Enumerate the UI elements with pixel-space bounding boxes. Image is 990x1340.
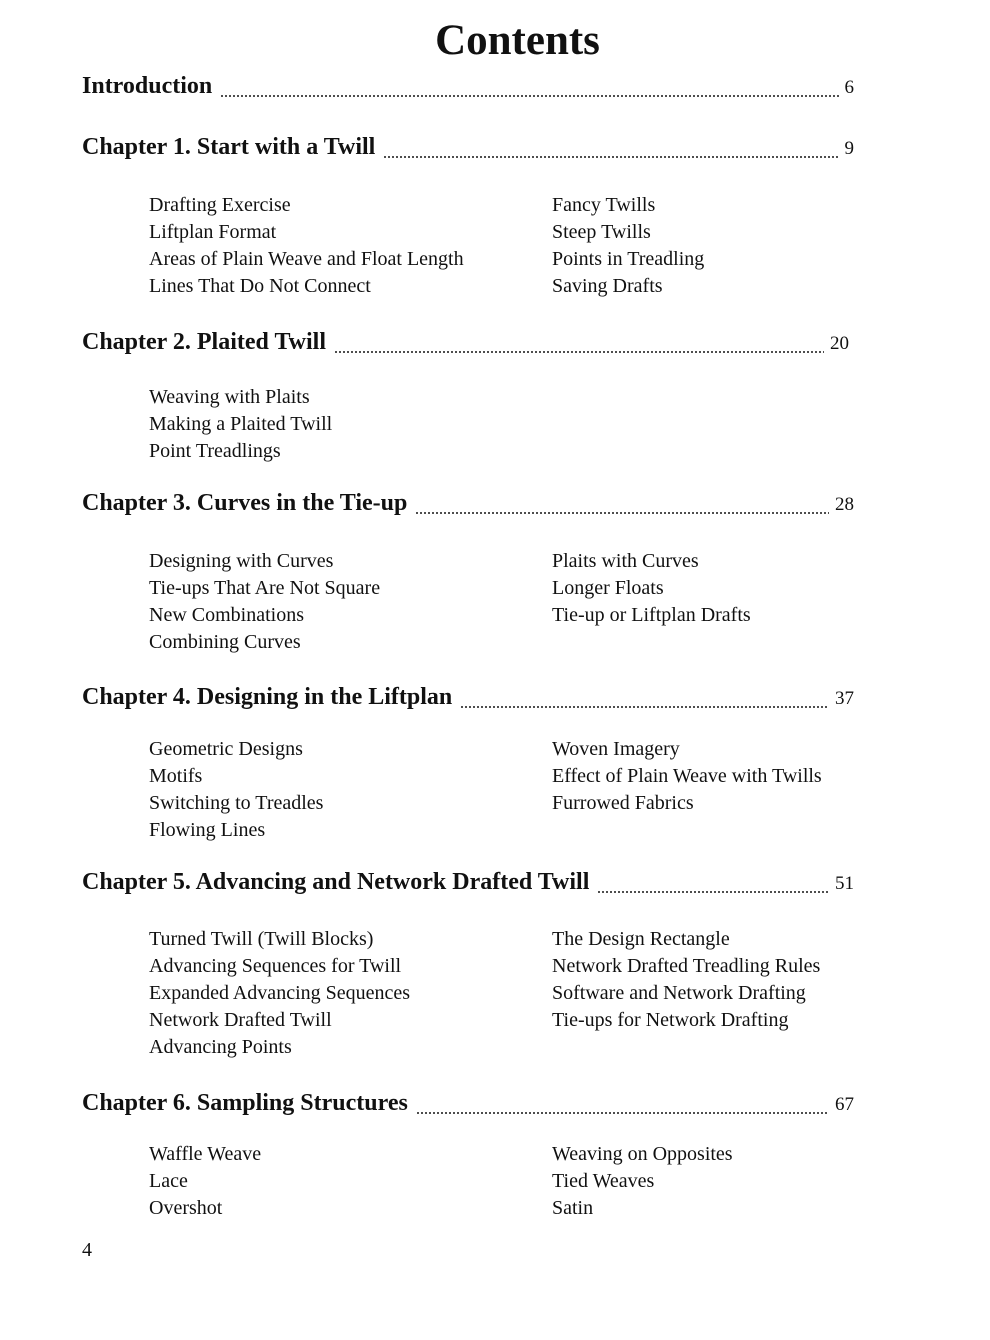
topic-item: Tied Weaves — [552, 1170, 655, 1192]
chapter-4-topics-right — [552, 736, 822, 817]
toc-page-number: 51 — [835, 873, 854, 894]
topic-item: Longer Floats — [552, 577, 664, 599]
dot-leader — [220, 95, 838, 97]
page-title: Contents — [435, 17, 600, 64]
topic-item: New Combinations — [149, 604, 304, 626]
chapter-5-topics-right — [552, 926, 820, 1034]
topic-item: Woven Imagery — [552, 738, 680, 760]
topic-item: Expanded Advancing Sequences — [149, 982, 411, 1004]
topic-item: Areas of Plain Weave and Float Length — [149, 248, 464, 270]
toc-entry-chapter-4[interactable] — [82, 684, 854, 714]
topic-item: Waffle Weave — [149, 1143, 262, 1165]
topic-item: Tie-ups That Are Not Square — [149, 577, 381, 599]
topic-item: Software and Network Drafting — [552, 982, 806, 1004]
topic-item: Advancing Sequences for Twill — [149, 955, 402, 977]
toc-entry-label: Chapter 5. Advancing and Network Drafted Twill — [82, 869, 590, 895]
toc-page-number: 6 — [844, 77, 854, 98]
toc-entry-label: Chapter 2. Plaited Twill — [82, 329, 327, 355]
toc-page-number: 67 — [835, 1094, 854, 1115]
topic-item: Advancing Points — [149, 1036, 292, 1058]
topic-item: Liftplan Format — [149, 221, 277, 243]
topic-item: Designing with Curves — [149, 550, 334, 572]
topic-item: Tie-up or Liftplan Drafts — [552, 604, 751, 626]
topic-item: Network Drafted Treadling Rules — [552, 955, 821, 977]
topic-item: Fancy Twills — [552, 194, 656, 216]
topic-item: Point Treadlings — [149, 440, 281, 462]
chapter-5-topics-left — [149, 926, 410, 1061]
topic-item: Turned Twill (Twill Blocks) — [149, 928, 374, 950]
topic-item: Drafting Exercise — [149, 194, 291, 216]
topic-item: Geometric Designs — [149, 738, 303, 760]
topic-item: Lace — [149, 1170, 188, 1192]
chapter-2-topics-left — [149, 384, 332, 465]
topic-item: Network Drafted Twill — [149, 1009, 332, 1031]
topic-item: Points in Treadling — [552, 248, 705, 270]
toc-entry-chapter-3[interactable] — [82, 490, 854, 520]
dot-leader — [416, 1112, 829, 1114]
dot-leader — [334, 351, 824, 353]
toc-entry-chapter-5[interactable] — [82, 869, 854, 899]
topic-item: Furrowed Fabrics — [552, 792, 694, 814]
topic-item: The Design Rectangle — [552, 928, 730, 950]
toc-entry-label: Chapter 3. Curves in the Tie-up — [82, 490, 408, 516]
topic-item: Plaits with Curves — [552, 550, 699, 572]
chapter-6-topics-right — [552, 1141, 733, 1222]
toc-page-number: 28 — [835, 494, 854, 515]
topic-item: Flowing Lines — [149, 819, 266, 841]
chapter-1-topics-left — [149, 192, 464, 300]
toc-entry-chapter-2[interactable] — [82, 329, 849, 359]
dot-leader — [383, 156, 838, 158]
toc-entry-chapter-1[interactable] — [82, 134, 854, 164]
chapter-3-topics-left — [149, 548, 380, 656]
chapter-6-topics-left — [149, 1141, 261, 1222]
topic-item: Weaving on Opposites — [552, 1143, 733, 1165]
toc-entry-label: Introduction — [82, 73, 213, 99]
topic-item: Satin — [552, 1197, 594, 1219]
toc-entry-label: Chapter 6. Sampling Structures — [82, 1090, 408, 1116]
chapter-4-topics-left — [149, 736, 323, 844]
toc-entry-introduction[interactable] — [82, 73, 854, 103]
dot-leader — [597, 891, 829, 893]
chapter-3-topics-right — [552, 548, 751, 629]
topic-item: Effect of Plain Weave with Twills — [552, 765, 822, 787]
topic-item: Combining Curves — [149, 631, 301, 653]
dot-leader — [460, 706, 829, 708]
toc-entry-label: Chapter 1. Start with a Twill — [82, 134, 376, 160]
topic-item: Saving Drafts — [552, 275, 663, 297]
toc-entry-chapter-6[interactable] — [82, 1090, 854, 1120]
page-number-footer: 4 — [82, 1239, 92, 1261]
topic-item: Steep Twills — [552, 221, 651, 243]
topic-item: Lines That Do Not Connect — [149, 275, 371, 297]
toc-entry-label: Chapter 4. Designing in the Liftplan — [82, 684, 453, 710]
topic-item: Tie-ups for Network Drafting — [552, 1009, 789, 1031]
topic-item: Motifs — [149, 765, 203, 787]
topic-item: Making a Plaited Twill — [149, 413, 333, 435]
chapter-1-topics-right — [552, 192, 704, 300]
topic-item: Overshot — [149, 1197, 223, 1219]
toc-page-number: 9 — [844, 138, 854, 159]
topic-item: Switching to Treadles — [149, 792, 324, 814]
topic-item: Weaving with Plaits — [149, 386, 310, 408]
toc-page-number: 37 — [835, 688, 854, 709]
toc-page-number: 20 — [830, 333, 849, 354]
dot-leader — [415, 512, 829, 514]
